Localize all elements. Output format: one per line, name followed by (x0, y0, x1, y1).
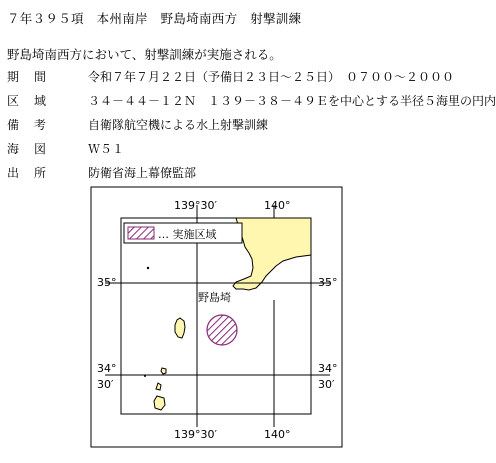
notice-title: ７年３９５項 本州南岸 野島埼南西方 射撃訓練 (7, 11, 302, 26)
chart-label: 海図 (7, 142, 62, 156)
notice-intro: 野島埼南西方において、射撃訓練が実施される。 (7, 47, 282, 62)
area-label: 区域 (7, 94, 62, 108)
lat-label-left-35: 35° (97, 276, 117, 289)
lat-label-right-35: 35° (318, 276, 338, 289)
remarks-value: 自衛隊航空機による水上射撃訓練 (88, 118, 269, 132)
legend-label: … 実施区域 (158, 228, 217, 241)
land-islet-1 (147, 267, 149, 269)
area-value: ３４－４４－１２Ｎ １３９－３８－４９Ｅを中心とする半径５海里の円内 (88, 94, 496, 108)
lat-label-right-34: 34° (318, 362, 338, 375)
lat-label-right-30min: 30′ (318, 378, 335, 391)
remarks-label: 備考 (7, 118, 62, 132)
period-label: 期間 (7, 70, 62, 84)
chart-value: Ｗ５１ (88, 142, 125, 156)
lon-label-top-13930: 139°30′ (174, 199, 217, 212)
place-label-nojimazaki: 野島埼 (198, 291, 231, 304)
source-label: 出所 (7, 166, 62, 180)
period-value: 令和７年７月２２日（予備日２３日～２５日） ０７００～２０００ (88, 70, 455, 84)
exercise-area-circle (207, 315, 237, 345)
lat-label-left-30min: 30′ (97, 378, 114, 391)
legend-hatch-swatch (128, 227, 154, 239)
lon-label-bottom-13930: 139°30′ (174, 428, 217, 441)
source-value: 防衛省海上幕僚監部 (88, 166, 197, 180)
lon-label-top-140: 140° (264, 199, 291, 212)
lon-label-bottom-140: 140° (264, 428, 291, 441)
lat-label-left-34: 34° (97, 362, 117, 375)
land-oshima-island (175, 318, 185, 338)
